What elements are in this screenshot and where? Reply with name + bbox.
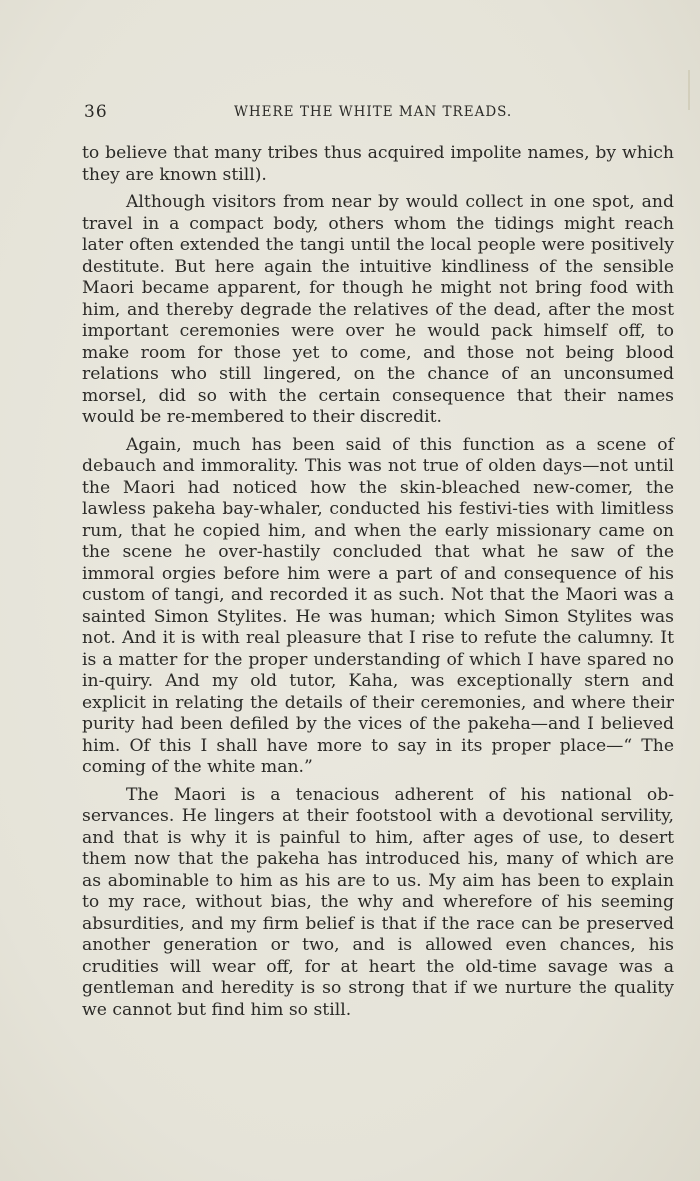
page-number: 36 — [84, 102, 108, 122]
running-head: WHERE THE WHITE MAN TREADS. — [234, 104, 513, 120]
body-text — [82, 143, 674, 1027]
page-edge-mark — [674, 70, 690, 110]
paragraph-visitors: Although visitors from near by would collect in one spot, and travel in a compact body, others whom the tidings might reach later often extended the tangi until the local people were positively destitute. But here again the intuitive kindliness of the sensible Maori became apparent, for though he might not bring food with him, and thereby degrade the relatives of the dead, after the most important ceremonies were over he would pack himself off, to make room for those yet to come, and those not being blood relations who still lingered, on the chance of an unconsumed morsel, did so with the certain consequence that their names would be re-membered to their discredit. — [82, 192, 674, 427]
paragraph-observances: The Maori is a tenacious adherent of his national ob-servances. He lingers at their footstool with a devotional servility, and that is why it is painful to him, after ages of use, to desert them now that the pakeha has introduced his, many of which are as abominable to him as his are to us. My aim has been to explain to my race, without bias, the why and wherefore of his seeming absurdities, and my firm belief is that if the race can be preserved another generation or two, and is allowed even chances, his crudities will wear off, for at heart the old-time savage was a gentleman and heredity is so strong that if we nurture the quality we cannot but find him so still. — [82, 784, 674, 1020]
page-header — [84, 102, 674, 126]
paragraph-continued: to believe that many tribes thus acquired impolite names, by which they are known still). — [82, 143, 674, 185]
paragraph-debauch: Again, much has been said of this function as a scene of debauch and immorality. This was not true of olden days—not until the Maori had noticed how the skin-bleached new-comer, the lawless pakeha bay-whaler, conducted his festivi-ties with limitless rum, that he copied him, and when the early missionary came on the scene he over-hastily concluded that what he saw of the immoral orgies before him were a part of and consequence of his custom of tangi, and recorded it as such. Not that the Maori was a sainted Simon Stylites. He was human; which Simon Stylites was not. And it is with real pleasure that I rise to refute the calumny. It is a matter for the proper understanding of which I have spared no in-quiry. And my old tutor, Kaha, was exceptionally stern and explicit in relating the details of their ceremonies, and where their purity had been defiled by the vices of the pakeha—and I believed him. Of this I shall have more to say in its proper place—“ The coming of the white man.” — [82, 434, 674, 777]
